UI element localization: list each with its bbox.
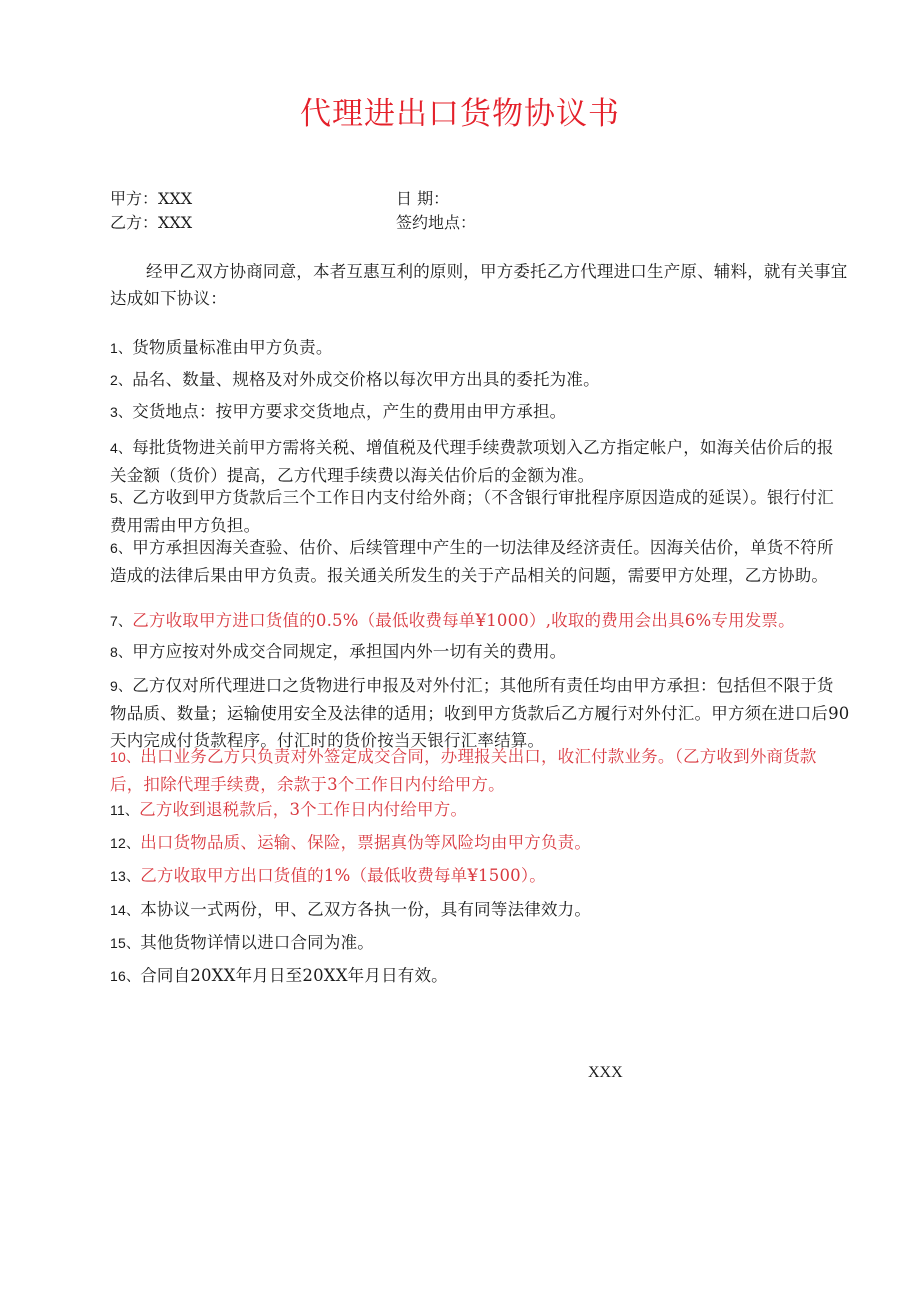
clause-8 [110, 638, 850, 666]
intro-paragraph: 经甲乙双方协商同意，本者互惠互利的原则，甲方委托乙方代理进口生产原、辅料，就有关事宜达成如下协议： [110, 262, 848, 308]
clause-number: 13、 [110, 868, 141, 884]
clause-number: 8、 [110, 644, 133, 660]
clause-3 [110, 398, 850, 426]
signature: XXX [588, 1064, 623, 1081]
clause-text: 货物质量标准由甲方负责。 [132, 338, 333, 357]
clause-number: 6、 [110, 540, 133, 556]
clause-14 [110, 896, 850, 924]
clause-number: 9、 [110, 678, 133, 694]
clause-10 [110, 743, 850, 798]
clause-number: 1、 [110, 340, 133, 356]
clause-text: 乙方收取甲方出口货值的1%（最低收费每单¥1500）。 [140, 866, 547, 885]
date-label: 日 期： [396, 189, 450, 208]
clause-text: 合同自20XX年月日至20XX年月日有效。 [140, 966, 448, 985]
clause-15 [110, 929, 850, 957]
clause-4 [110, 434, 850, 489]
clause-number: 15、 [110, 935, 141, 951]
clause-number: 12、 [110, 835, 141, 851]
clause-text: 乙方收到退税款后，3个工作日内付给甲方。 [139, 800, 468, 819]
clause-number: 7、 [110, 613, 133, 629]
clause-9 [110, 672, 850, 754]
clause-2 [110, 366, 850, 394]
clause-number: 10、 [110, 749, 141, 765]
clause-number: 4、 [110, 440, 133, 456]
clause-text: 出口货物品质、运输、保险，票据真伪等风险均由甲方负责。 [140, 833, 592, 852]
clause-6 [110, 534, 850, 589]
clause-number: 2、 [110, 372, 133, 388]
document-title: 代理进出口货物协议书 [300, 96, 620, 132]
clause-text: 品名、数量、规格及对外成交价格以每次甲方出具的委托为准。 [132, 370, 600, 389]
place-label: 签约地点： [396, 213, 477, 232]
clause-text: 乙方收到甲方货款后三个工作日内支付给外商；（不含银行审批程序原因造成的延误）。银行付汇费用需由甲方负担。 [110, 488, 834, 535]
clause-5 [110, 484, 850, 539]
clause-number: 14、 [110, 902, 141, 918]
clause-text: 交货地点：按甲方要求交货地点，产生的费用由甲方承担。 [132, 402, 567, 421]
clause-11 [110, 796, 850, 824]
clause-number: 5、 [110, 490, 133, 506]
party-b: 乙方：XXX [110, 213, 193, 232]
clause-text: 本协议一式两份，甲、乙双方各执一份，具有同等法律效力。 [140, 900, 592, 919]
clause-12 [110, 829, 850, 857]
clause-13 [110, 862, 850, 890]
party-a: 甲方：XXX [110, 189, 193, 208]
clause-text: 甲方承担因海关查验、估价、后续管理中产生的一切法律及经济责任。因海关估价，单货不符所造成的法律后果由甲方负责。报关通关所发生的关于产品相关的问题，需要甲方处理，乙方协助。 [110, 538, 834, 585]
clause-number: 16、 [110, 968, 141, 984]
clause-text: 其他货物详情以进口合同为准。 [140, 933, 374, 952]
clause-text: 甲方应按对外成交合同规定，承担国内外一切有关的费用。 [132, 642, 567, 661]
clause-text: 乙方收取甲方进口货值的0.5%（最低收费每单¥1000）,收取的费用会出具6%专用发票。 [132, 611, 795, 630]
clause-text: 乙方仅对所代理进口之货物进行申报及对外付汇；其他所有责任均由甲方承担：包括但不限于货物品质、数量；运输使用安全及法律的适用；收到甲方货款后乙方履行对外付汇。甲方须在进口后90天内完成付货款程序。付汇时的货价按当天银行汇率结算。 [110, 676, 850, 750]
clause-1 [110, 334, 850, 362]
clause-text: 每批货物进关前甲方需将关税、增值税及代理手续费款项划入乙方指定帐户，如海关估价后的报关金额（货价）提高，乙方代理手续费以海关估价后的金额为准。 [110, 438, 834, 485]
clause-number: 11、 [110, 802, 140, 818]
clause-16 [110, 962, 850, 990]
clause-text: 出口业务乙方只负责对外签定成交合同，办理报关出口，收汇付款业务。（乙方收到外商货款后，扣除代理手续费，余款于3个工作日内付给甲方。 [110, 747, 817, 794]
clause-number: 3、 [110, 404, 133, 420]
clause-7 [110, 607, 850, 635]
